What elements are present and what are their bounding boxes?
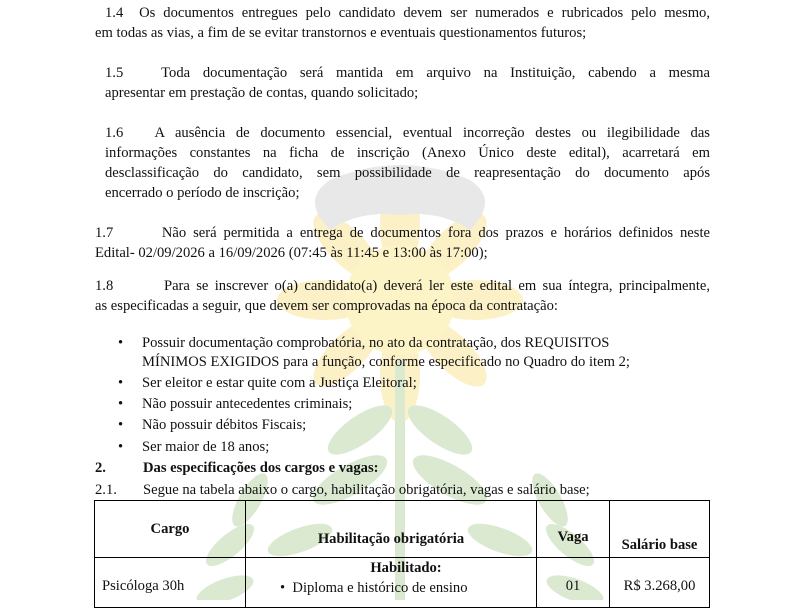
list-item-text: Não possuir antecedentes criminais;: [142, 396, 353, 412]
cell-vaga: 01: [537, 558, 610, 608]
header-vaga: Vaga: [537, 501, 610, 558]
bullet-icon: •: [118, 396, 124, 412]
habilitacao-item: [246, 578, 536, 598]
item-text-line: Toda documentação será mantida em arquivo na Instituição, cabendo a mesma: [161, 65, 710, 81]
item-text-line: Não será permitida a entrega de documentos fora dos prazos e horários definidos neste: [161, 225, 710, 241]
item-1-4: [95, 3, 710, 43]
bullet-icon: •: [118, 335, 124, 351]
bullet-icon: •: [118, 375, 124, 391]
section-title: [95, 458, 379, 478]
item-1-7: [95, 223, 710, 263]
table-header-row: [95, 501, 710, 558]
item-text-line: Edital- 02/09/2026 a 16/09/2026 (07:45 às 11:45 e 13:00 às 17:00);: [95, 245, 488, 261]
habilitacao-title: Habilitado:: [370, 560, 442, 576]
item-text-line: informações constantes na ficha de inscrição (Anexo Único deste edital), acarretará em: [105, 145, 710, 161]
item-text-line: encerrado o período de inscrição;: [105, 185, 300, 201]
table-row: [95, 558, 710, 608]
item-text-line: Os documentos entregues pelo candidato devem ser numerados e rubricados pelo mesmo,: [139, 5, 710, 21]
item-text-line: A ausência de documento essencial, eventual incorreção destes ou ilegibilidade das: [154, 125, 710, 141]
subsection-number: 2.1.: [95, 482, 117, 498]
item-number: 1.4: [105, 5, 124, 21]
item-number: 1.7: [95, 225, 114, 241]
section-number: 2.: [95, 460, 106, 476]
cell-salario: R$ 3.268,00: [610, 558, 710, 608]
cell-cargo: Psicóloga 30h: [95, 558, 246, 608]
item-text-line: apresentar em prestação de contas, quando solicitado;: [105, 85, 419, 101]
item-1-6: [105, 123, 710, 203]
item-number: 1.5: [105, 65, 124, 81]
subsection-text: Segue na tabela abaixo o cargo, habilitação obrigatória, vagas e salário base;: [143, 482, 590, 498]
list-item-text: Possuir documentação comprobatória, no ato da contratação, dos REQUISITOS: [142, 335, 610, 351]
item-text-line: em todas as vias, a fim de se evitar transtornos e eventuais questionamentos futuros;: [95, 25, 587, 41]
header-habilitacao: Habilitação obrigatória: [246, 501, 537, 558]
item-1-8: [95, 276, 710, 316]
cell-habilitacao: [246, 558, 537, 608]
list-item-text: Ser eleitor e estar quite com a Justiça Eleitoral;: [142, 375, 417, 391]
section-title-text: Das especificações dos cargos e vagas:: [143, 460, 379, 476]
bullet-icon: •: [118, 439, 124, 455]
list-item-text: Ser maior de 18 anos;: [142, 439, 270, 455]
item-1-5: [105, 63, 710, 103]
item-number: 1.8: [95, 278, 114, 294]
subsection: [95, 480, 590, 500]
habilitacao-item-text: Diploma e histórico de ensino: [292, 580, 468, 596]
header-salario: Salário base: [610, 501, 710, 558]
item-number: 1.6: [105, 125, 124, 141]
item-text-line: as especificadas a seguir, que devem ser comprovadas na época da contratação:: [95, 298, 558, 314]
item-text-line: Para se inscrever o(a) candidato(a) deverá ler este edital em sua íntegra, principalmente,: [163, 278, 710, 294]
item-text-line: desclassificação do candidato, sem possibilidade de reapresentação do documento após: [105, 165, 710, 181]
list-item-text: Não possuir débitos Fiscais;: [142, 417, 307, 433]
header-cargo: Cargo: [95, 501, 246, 558]
list-item-text: MÍNIMOS EXIGIDOS para a função, conforme especificado no Quadro do item 2;: [142, 354, 630, 370]
cargos-table: [94, 500, 710, 608]
bullet-icon: •: [280, 580, 286, 596]
bullet-icon: •: [118, 417, 124, 433]
